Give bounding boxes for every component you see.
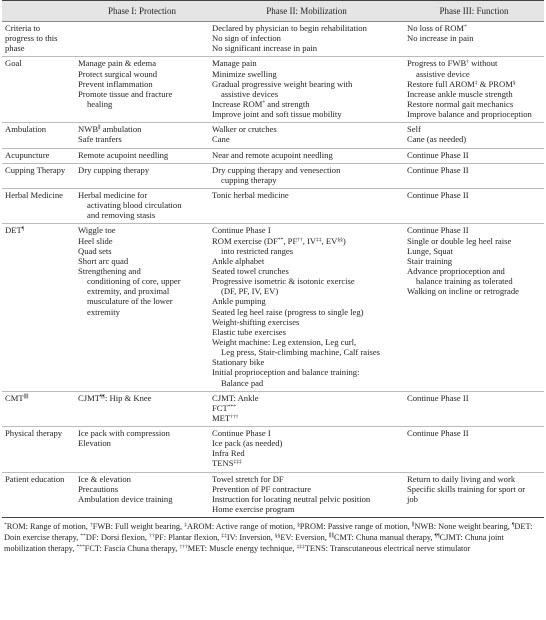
- cell-line: Remote acupoint needling: [78, 149, 169, 160]
- cell-line: Cane: [212, 134, 230, 145]
- cell-line: Balance pad: [221, 377, 264, 388]
- cell-line: Prevention of PF contracture: [212, 483, 312, 494]
- footnote: [4, 522, 542, 555]
- cell-line: Home exercise program: [212, 504, 295, 515]
- row-label: [2, 123, 75, 148]
- cell-line: Elastic tube exercises: [212, 326, 286, 337]
- cell-line: Goal: [5, 58, 22, 69]
- cell-line: Weight machine: Leg extension, Leg curl,: [212, 336, 357, 347]
- row-label: [2, 57, 75, 123]
- cell-line: assistive devices: [221, 88, 279, 99]
- cell-line: No significant increase in pain: [212, 43, 318, 54]
- cell-line: Manage pain: [212, 58, 257, 69]
- cell-line: CJMT: Ankle: [212, 392, 259, 403]
- cell-phase-1: [75, 427, 209, 473]
- cell-phase-3: [404, 123, 544, 148]
- cell-phase-1: [75, 224, 209, 391]
- cell-phase-2: [209, 57, 404, 123]
- cell-phase-2: [209, 148, 404, 163]
- header-empty: [2, 1, 75, 22]
- cell-line: Self: [407, 124, 421, 135]
- cell-phase-2: [209, 391, 404, 426]
- cell-line: Improve joint and soft tissue mobility: [212, 109, 342, 120]
- cell-line: extremity, and proximal: [87, 286, 170, 297]
- cell-line: Cane (as needed): [407, 134, 467, 145]
- cell-line: phase: [5, 43, 25, 54]
- cell-phase-2: [209, 163, 404, 188]
- cell-line: Progress to FWB† without: [407, 58, 498, 69]
- header-phase-2: Phase II: Mobilization: [209, 1, 404, 22]
- cell-line: Tonic herbal medicine: [212, 189, 289, 200]
- cell-line: conditioning of core, upper: [87, 276, 181, 287]
- cell-line: Strengthening and: [78, 265, 141, 276]
- cell-line: Ice & elevation: [78, 473, 131, 484]
- cell-line: Quad sets: [78, 245, 112, 256]
- row-label: [2, 148, 75, 163]
- cell-line: Specific skills training for sport or: [407, 483, 526, 494]
- cell-phase-3: [404, 188, 544, 223]
- table-row: [2, 148, 544, 163]
- cell-phase-3: [404, 427, 544, 473]
- cell-phase-2: [209, 123, 404, 148]
- cell-phase-1: [75, 163, 209, 188]
- cell-line: Promote tissue and fracture: [78, 88, 173, 99]
- cell-line: job: [407, 493, 418, 504]
- cell-line: Continue Phase I: [212, 428, 271, 439]
- cell-line: Ambulation device training: [78, 493, 173, 504]
- row-label: [2, 163, 75, 188]
- cell-line: Advance proprioception and: [407, 265, 505, 276]
- cell-phase-3: [404, 57, 544, 123]
- cell-line: Ice pack (as needed): [212, 438, 283, 449]
- cell-line: Ankle pumping: [212, 296, 266, 307]
- cell-line: Improve balance and proprioception: [407, 109, 532, 120]
- cell-line: Leg press, Stair-climbing machine, Calf raises: [221, 347, 381, 358]
- cell-phase-3: [404, 148, 544, 163]
- cell-line: Initial proprioception and balance training:: [212, 367, 360, 378]
- cell-line: Gradual progressive weight bearing with: [212, 78, 353, 89]
- header-phase-1: Phase I: Protection: [75, 1, 209, 22]
- cell-line: Criteria to: [5, 23, 41, 33]
- cell-line: Herbal Medicine: [5, 189, 63, 200]
- header-phase-3: Phase III: Function: [404, 1, 544, 22]
- cell-phase-2: [209, 188, 404, 223]
- cell-line: Continue Phase II: [407, 225, 469, 236]
- cell-line: Elevation: [78, 438, 111, 449]
- cell-line: Continue Phase II: [407, 428, 469, 439]
- cell-line: Walker or crutches: [212, 124, 277, 135]
- cell-phase-2: [209, 472, 404, 518]
- cell-phase-2: [209, 427, 404, 473]
- cell-line: Declared by physician to begin rehabilitation: [212, 23, 367, 33]
- row-label: [2, 22, 75, 57]
- cell-line: (DF, PF, IV, EV): [221, 286, 279, 297]
- cell-line: Instruction for locating neutral pelvic position: [212, 493, 371, 504]
- cell-phase-1: [75, 472, 209, 518]
- footnote-text: *ROM: Range of motion, †FWB: Full weight bearing, ‡AROM: Active range of motion, §PROM: Passive range of motion, ∥NWB: None weight bearing, ¶DET: Doin exercise therapy, **DF: Dorsi flexion, ††PF: Plantar flexion, ‡‡IV: Inversion, §§EV: Eversion, ∥∥CMT: Chuna manual therapy, ¶¶CJMT: Chuna joint mobilization therapy, ***FCT: Fascia Chuna therapy, †††MET: Muscle energy technique, ‡‡‡TENS: Transcutaneous electrical nerve stimulator: [4, 522, 533, 554]
- cell-line: musculature of the lower: [87, 296, 173, 307]
- cell-line: No increase in pain: [407, 33, 474, 44]
- cell-line: progress to this: [5, 33, 58, 44]
- table-body: [2, 22, 544, 518]
- cell-line: Acupuncture: [5, 149, 50, 160]
- cell-line: Weight-shifting exercises: [212, 316, 300, 327]
- cell-line: CMT∥∥: [5, 392, 29, 403]
- cell-line: Increase ROM* and strength: [212, 98, 310, 109]
- cell-line: Dry cupping therapy and venesection: [212, 164, 341, 175]
- cell-line: Progressive isometric & isotonic exercise: [212, 276, 355, 287]
- cell-phase-3: [404, 22, 544, 57]
- cell-phase-1: [75, 391, 209, 426]
- cell-line: Infra Red: [212, 448, 245, 459]
- table-row: [2, 22, 544, 57]
- cell-line: Heel slide: [78, 235, 113, 246]
- cell-phase-1: [75, 57, 209, 123]
- cell-line: Continue Phase II: [407, 149, 469, 160]
- cell-line: MET†††: [212, 412, 239, 423]
- table-row: [2, 391, 544, 426]
- cell-line: CJMT¶¶: Hip & Knee: [78, 392, 152, 403]
- cell-phase-1: [75, 148, 209, 163]
- cell-line: FCT***: [212, 402, 237, 413]
- table-row: [2, 188, 544, 223]
- cell-line: Ankle alphabet: [212, 255, 265, 266]
- cell-line: ROM exercise (DF**, PF††, IV‡‡, EV§§): [212, 235, 346, 246]
- cell-line: balance training as tolerated: [416, 276, 513, 287]
- table-row: [2, 123, 544, 148]
- cell-line: Protect surgical wound: [78, 68, 158, 79]
- cell-phase-1: [75, 123, 209, 148]
- cell-line: healing: [87, 98, 113, 109]
- cell-line: Continue Phase II: [407, 164, 469, 175]
- cell-phase-2: [209, 22, 404, 57]
- row-label: [2, 472, 75, 518]
- cell-phase-1: [75, 22, 209, 57]
- cell-phase-3: [404, 163, 544, 188]
- cell-phase-3: [404, 391, 544, 426]
- cell-line: Manage pain & edema: [78, 58, 157, 69]
- table-row: [2, 427, 544, 473]
- cell-phase-1: [75, 188, 209, 223]
- cell-line: Continue Phase II: [407, 392, 469, 403]
- cell-phase-3: [404, 472, 544, 518]
- cell-line: Seated towel crunches: [212, 265, 289, 276]
- cell-phase-3: [404, 224, 544, 391]
- cell-line: Return to daily living and work: [407, 473, 516, 484]
- cell-line: Continue Phase II: [407, 189, 469, 200]
- cell-line: Continue Phase I: [212, 225, 271, 236]
- row-label: [2, 391, 75, 426]
- rehab-protocol-table: [2, 0, 544, 518]
- cell-line: Prevent inflammation: [78, 78, 153, 89]
- cell-line: into restricted ranges: [221, 245, 294, 256]
- row-label: [2, 224, 75, 391]
- cell-line: Patient education: [5, 473, 65, 484]
- cell-line: Restore normal gait mechanics: [407, 98, 514, 109]
- cell-line: Lunge, Squat: [407, 245, 453, 256]
- table-row: [2, 224, 544, 391]
- cell-line: No sign of infection: [212, 33, 281, 44]
- cell-line: extremity: [87, 306, 120, 317]
- cell-line: Walking on incline or retrograde: [407, 286, 519, 297]
- cell-line: Seated leg heel raise (progress to single leg): [212, 306, 364, 317]
- table-row: [2, 163, 544, 188]
- cell-line: Ambulation: [5, 124, 47, 135]
- cell-line: Towel stretch for DF: [212, 473, 284, 484]
- cell-line: Single or double leg heel raise: [407, 235, 512, 246]
- cell-line: and removing stasis: [87, 210, 156, 221]
- cell-line: cupping therapy: [221, 174, 277, 185]
- cell-line: Herbal medicine for: [78, 189, 148, 200]
- cell-line: Cupping Therapy: [5, 164, 66, 175]
- cell-line: TENS‡‡‡: [212, 458, 242, 469]
- cell-line: Stationary bike: [212, 357, 265, 368]
- cell-line: Dry cupping therapy: [78, 164, 150, 175]
- cell-line: activating blood circulation: [87, 200, 182, 211]
- cell-line: Short arc quad: [78, 255, 129, 266]
- cell-line: Physical therapy: [5, 428, 63, 439]
- cell-line: Near and remote acupoint needling: [212, 149, 333, 160]
- cell-line: Increase ankle muscle strength: [407, 88, 513, 99]
- table-row: [2, 57, 544, 123]
- cell-line: Minimize swelling: [212, 68, 277, 79]
- cell-phase-2: [209, 224, 404, 391]
- cell-line: No loss of ROM*: [407, 23, 467, 33]
- cell-line: Safe tranfers: [78, 134, 122, 145]
- cell-line: Stair training: [407, 255, 453, 266]
- table-row: [2, 472, 544, 518]
- cell-line: NWB∥ ambulation: [78, 124, 142, 135]
- cell-line: Wiggle toe: [78, 225, 116, 236]
- cell-line: DET¶: [5, 225, 25, 236]
- table-header-row: [2, 1, 544, 22]
- row-label: [2, 188, 75, 223]
- cell-line: Precautions: [78, 483, 119, 494]
- cell-line: Restore full AROM‡ & PROM§: [407, 78, 516, 89]
- row-label: [2, 427, 75, 473]
- cell-line: assistive device: [416, 68, 470, 79]
- cell-line: Ice pack with compression: [78, 428, 170, 439]
